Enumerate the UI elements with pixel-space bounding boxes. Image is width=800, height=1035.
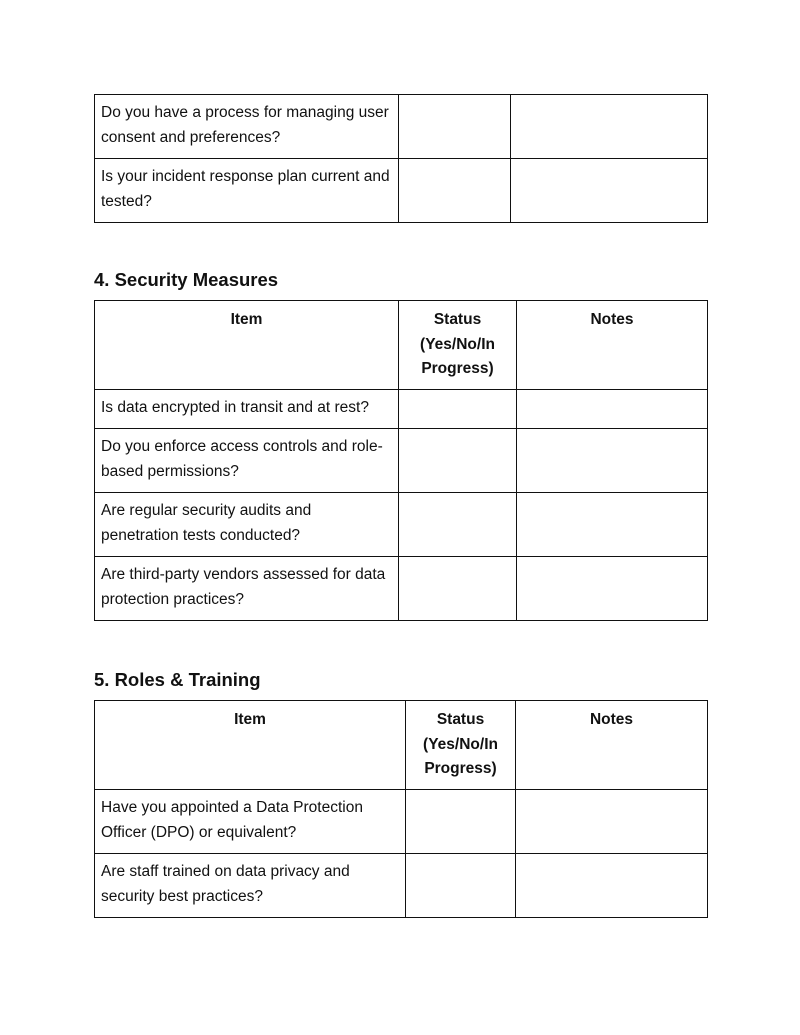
status-cell[interactable] <box>399 557 517 621</box>
status-cell[interactable] <box>399 159 511 223</box>
table-row <box>95 854 708 918</box>
item-cell: Is your incident response plan current and tested? <box>95 159 399 223</box>
status-cell[interactable] <box>406 790 516 854</box>
table-row <box>95 493 708 557</box>
table-row <box>95 790 708 854</box>
notes-cell[interactable] <box>511 159 708 223</box>
column-header-notes: Notes <box>517 301 708 390</box>
item-cell: Do you enforce access controls and role-based permissions? <box>95 429 399 493</box>
table-header-row <box>95 701 708 790</box>
status-cell[interactable] <box>399 493 517 557</box>
column-header-item: Item <box>95 301 399 390</box>
column-header-item: Item <box>95 701 406 790</box>
table-row <box>95 95 708 159</box>
notes-cell[interactable] <box>516 854 708 918</box>
item-cell: Do you have a process for managing user consent and preferences? <box>95 95 399 159</box>
notes-cell[interactable] <box>516 790 708 854</box>
status-cell[interactable] <box>406 854 516 918</box>
column-header-notes: Notes <box>516 701 708 790</box>
notes-cell[interactable] <box>517 493 708 557</box>
table-row <box>95 557 708 621</box>
column-header-status: Status (Yes/No/In Progress) <box>406 701 516 790</box>
notes-cell[interactable] <box>517 390 708 429</box>
status-cell[interactable] <box>399 390 517 429</box>
item-cell: Have you appointed a Data Protection Officer (DPO) or equivalent? <box>95 790 406 854</box>
item-cell: Is data encrypted in transit and at rest? <box>95 390 399 429</box>
status-cell[interactable] <box>399 95 511 159</box>
section-heading-roles-training: 5. Roles & Training <box>94 669 261 690</box>
table-header-row <box>95 301 708 390</box>
item-cell: Are regular security audits and penetration tests conducted? <box>95 493 399 557</box>
notes-cell[interactable] <box>511 95 708 159</box>
table-row <box>95 390 708 429</box>
continued-checklist-table <box>94 94 708 223</box>
notes-cell[interactable] <box>517 557 708 621</box>
column-header-status: Status (Yes/No/In Progress) <box>399 301 517 390</box>
section-heading-security-measures: 4. Security Measures <box>94 269 279 290</box>
security-measures-table <box>94 300 708 621</box>
notes-cell[interactable] <box>517 429 708 493</box>
item-cell: Are staff trained on data privacy and security best practices? <box>95 854 406 918</box>
status-cell[interactable] <box>399 429 517 493</box>
table-row <box>95 429 708 493</box>
table-row <box>95 159 708 223</box>
item-cell: Are third-party vendors assessed for data protection practices? <box>95 557 399 621</box>
roles-training-table <box>94 700 708 918</box>
